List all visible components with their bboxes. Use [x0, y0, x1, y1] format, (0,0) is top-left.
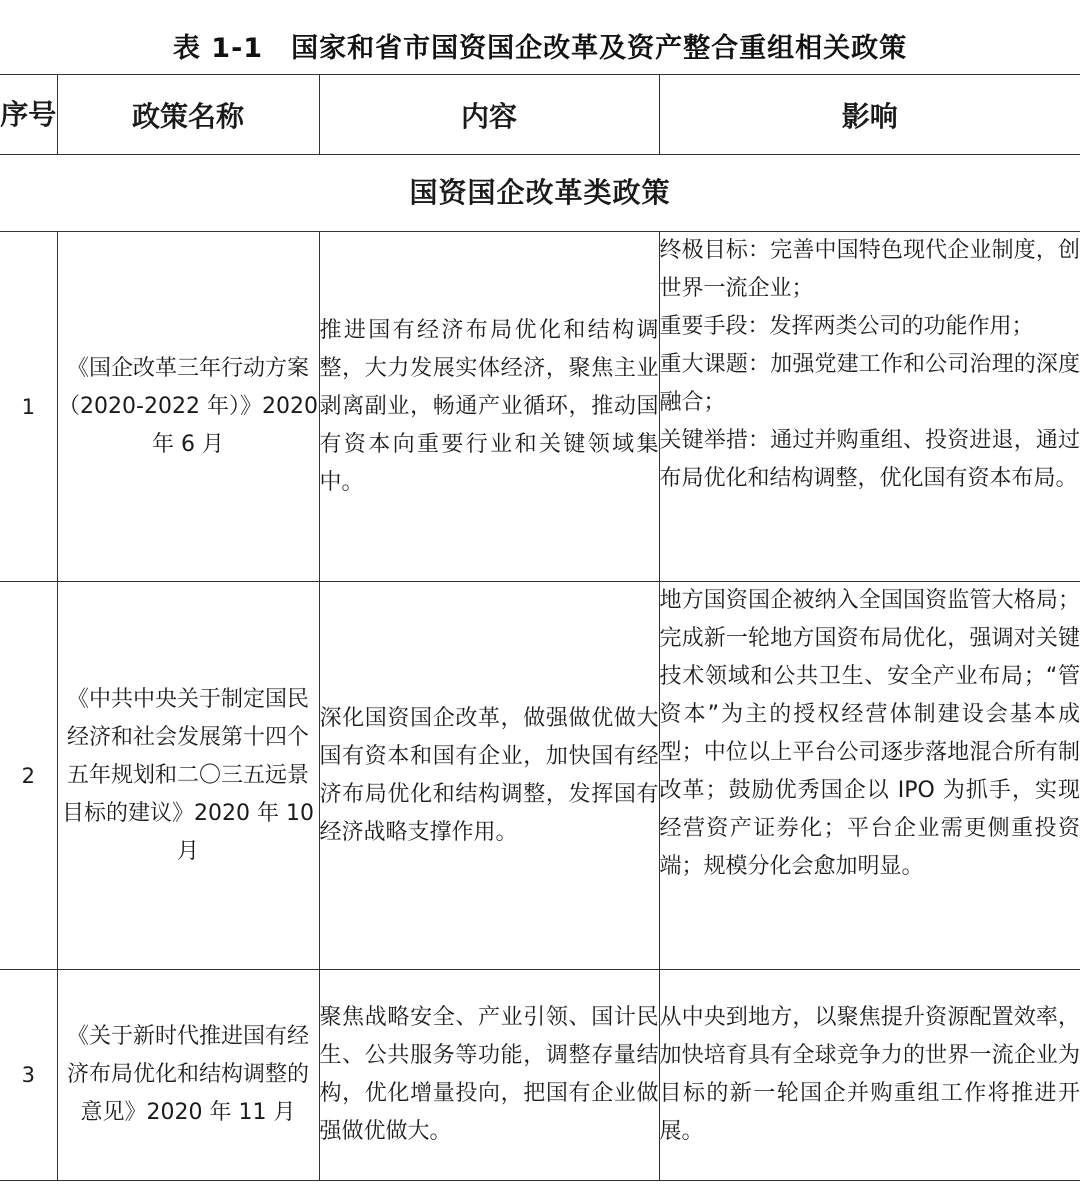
policy-content: [319, 232, 659, 582]
header-num: 序号: [0, 75, 57, 155]
policy-impact: [659, 970, 1080, 1181]
row-index: 3: [0, 970, 57, 1181]
header-row: [0, 75, 1080, 155]
header-name: 政策名称: [57, 75, 319, 155]
impact-item: 重大课题：加强党建工作和公司治理的深度融合；: [659, 352, 1080, 415]
table-title: 表 1-1 国家和省市国资国企改革及资产整合重组相关政策: [172, 33, 908, 64]
table-row: [0, 232, 1080, 582]
policy-name: 《中共中央关于制定国民经济和社会发展第十四个五年规划和二〇三五远景目标的建议》2020 年 10 月: [57, 582, 319, 970]
policy-content: [319, 582, 659, 970]
section-row: [0, 155, 1080, 232]
table-row: [0, 970, 1080, 1181]
row-index: 1: [0, 232, 57, 582]
impact-item: 关键举措：通过并购重组、投资进退，通过布局优化和结构调整，优化国有资本布局。: [659, 428, 1080, 491]
impact-item: 重要手段：发挥两类公司的功能作用；: [659, 314, 1034, 339]
policy-name: 《关于新时代推进国有经济布局优化和结构调整的意见》2020 年 11 月: [57, 970, 319, 1181]
impact-item: 地方国资国企被纳入全国国资监管大格局；完成新一轮地方国资布局优化，强调对关键技术领域和公共卫生、安全产业布局；“管资本”为主的授权经营体制建设会基本成型；中位以上平台公司逐步落地混合所有制改革；鼓励优秀国企以 IPO 为抓手，实现经营资产证券化；平台企业需更侧重投资端；规模分化会愈加明显。: [659, 588, 1080, 879]
policy-table: [0, 74, 1080, 1181]
content-text: 聚焦战略安全、产业引领、国计民生、公共服务等功能，调整存量结构，优化增量投向，把国有企业做强做优做大。: [319, 1005, 659, 1144]
impact-item: 从中央到地方，以聚焦提升资源配置效率，加快培育具有全球竞争力的世界一流企业为目标的新一轮国企并购重组工作将推进开展。: [659, 1005, 1080, 1144]
policy-impact: [659, 582, 1080, 970]
policy-name: 《国企改革三年行动方案（2020-2022 年）》2020 年 6 月: [57, 232, 319, 582]
content-text: 推进国有经济布局优化和结构调整，大力发展实体经济，聚焦主业剥离副业，畅通产业循环，推动国有资本向重要行业和关键领域集中。: [319, 317, 659, 495]
content-text: 深化国资国企改革，做强做优做大国有资本和国有企业，加快国有经济布局优化和结构调整，发挥国有经济战略支撑作用。: [319, 705, 659, 845]
row-index: 2: [0, 582, 57, 970]
policy-content: [319, 970, 659, 1181]
section-title: 国资国企改革类政策: [0, 155, 1080, 232]
impact-item: 终极目标：完善中国特色现代企业制度，创世界一流企业；: [659, 238, 1080, 301]
header-impact: 影响: [659, 75, 1080, 155]
table-row: [0, 582, 1080, 970]
header-content: 内容: [319, 75, 659, 155]
policy-impact: [659, 232, 1080, 582]
